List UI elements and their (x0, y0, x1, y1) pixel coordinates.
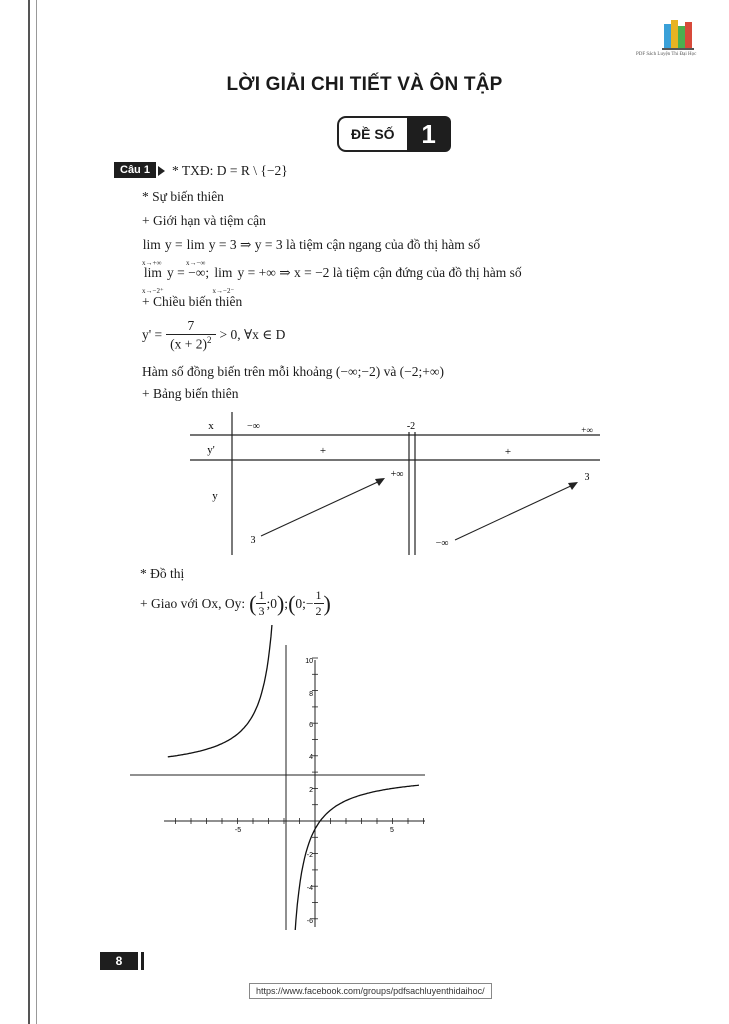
y-tick-label: -2 (306, 852, 313, 859)
intercepts-line: + Giao với Ox, Oy: ( $\frac{1}{3}$ ;0 ) ; ( 0;− $\frac{1}{2}$ ) (140, 588, 331, 618)
monotonic-heading: + Chiều biến thiên (142, 294, 243, 309)
increase-arrow-left (261, 480, 382, 536)
x-tick-label: -5 (234, 827, 242, 834)
derivative-denominator: (x + 2) (170, 336, 208, 352)
lim-word: lim (214, 265, 233, 280)
y-tick-label: 4 (309, 754, 313, 761)
lim-expr: y = 3 ⇒ y = 3 là tiệm cận ngang của đồ thị hàm số (208, 237, 481, 252)
graph-heading: * Đồ thị (140, 566, 185, 581)
lim-word: lim (186, 237, 205, 252)
derivative-exponent: 2 (207, 335, 212, 345)
lim-sub: x→−2⁻ (212, 287, 235, 295)
derivative-numerator: 7 (187, 318, 195, 333)
row-label-yprime: y' (207, 444, 215, 456)
y-tick-label: 6 (309, 722, 313, 729)
page-number: 8 (100, 952, 138, 970)
row-label-y: y (212, 490, 218, 502)
intercepts-separator: ; (284, 595, 289, 611)
logo-caption: PDF Sách Luyện Thi Đại Học (636, 52, 697, 57)
question-label: Câu 1 (114, 162, 156, 178)
lim-expr: y = (164, 237, 186, 252)
y-tick-label: -4 (306, 885, 313, 892)
x-tick-label: 5 (390, 827, 394, 834)
curve-left-branch (168, 625, 275, 757)
page-binding-edge (28, 0, 37, 1024)
lim-expr: y = +∞ ⇒ x = −2 là tiệm cận đứng của đồ thị hàm số (237, 265, 522, 280)
intercepts-label: + Giao với Ox, Oy: (140, 595, 246, 611)
derivative-formula (142, 318, 285, 353)
lim-word: lim (143, 265, 162, 280)
y-tick-label: 2 (309, 787, 313, 794)
limit-line-2 (142, 265, 522, 297)
x-value-pos-inf: +∞ (581, 425, 593, 435)
intercept2-den: 2 (315, 604, 322, 618)
y-value-three-left: 3 (250, 535, 256, 546)
sign-plus-right: + (504, 446, 512, 458)
variation-heading: * Sự biến thiên (142, 189, 224, 204)
intercept1-rest: ;0 (266, 595, 277, 611)
lim-expr: y = −∞; (167, 265, 213, 280)
y-value-pos-inf: +∞ (390, 469, 404, 480)
variation-table-heading: + Bảng biến thiên (142, 386, 239, 401)
page-title: LỜI GIẢI CHI TIẾT VÀ ÔN TẬP (226, 74, 503, 95)
footer-url-link[interactable]: https://www.facebook.com/groups/pdfsachluyenthidaihoc/ (249, 983, 492, 999)
row-label-x: x (208, 420, 214, 432)
domain-line: * TXĐ: D = R \ {−2} (172, 163, 288, 178)
y-tick-label: 8 (309, 691, 313, 698)
intercept1-num: 1 (258, 588, 265, 602)
derivative-lhs: y' = (142, 327, 163, 343)
derivative-rhs: > 0, ∀x ∈ D (219, 327, 286, 343)
monotonic-conclusion: Hàm số đồng biến trên mỗi khoảng (−∞;−2) và (−2;+∞) (142, 364, 445, 379)
increase-arrow-right (455, 484, 575, 540)
variation-table (185, 410, 605, 560)
books-logo-icon (660, 14, 698, 52)
intercept1-den: 3 (258, 604, 265, 618)
lim-sub: x→−∞ (185, 259, 206, 267)
badge-number: 1 (407, 116, 451, 152)
lim-word: lim (142, 237, 161, 252)
function-graph (130, 625, 430, 930)
intercept2-pre: 0;− (295, 595, 314, 611)
x-value-minus-two: -2 (406, 421, 416, 432)
lim-sub: x→+∞ (142, 259, 162, 267)
y-value-neg-inf: −∞ (435, 538, 449, 549)
y-tick-label: -6 (306, 918, 313, 925)
sign-plus-left: + (319, 445, 327, 457)
intercept2-num: 1 (315, 588, 322, 602)
y-tick-label: 10 (305, 658, 313, 665)
arrow-right-icon (158, 166, 165, 176)
y-value-three-right: 3 (584, 472, 590, 483)
limits-heading: + Giới hạn và tiệm cận (142, 213, 266, 228)
page-number-bar (141, 952, 144, 970)
x-value-neg-inf: −∞ (247, 421, 260, 432)
badge-label: ĐỀ SỐ (337, 116, 407, 152)
exam-badge (337, 116, 451, 152)
lim-sub: x→−2⁺ (142, 287, 164, 295)
